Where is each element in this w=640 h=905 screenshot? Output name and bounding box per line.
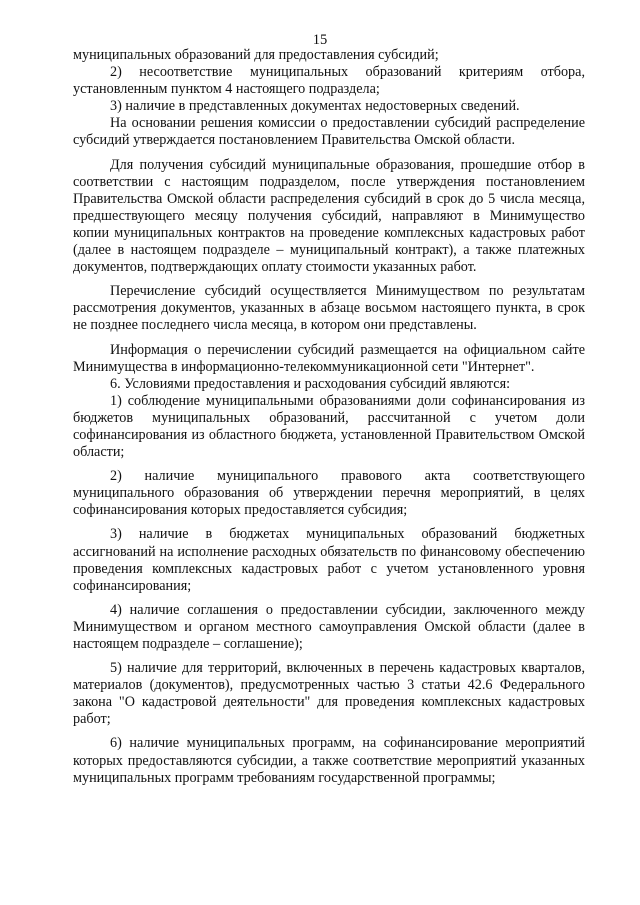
- condition-item-3: 3) наличие в бюджетах муниципальных образований бюджетных ассигнований на исполнение расходных обязательств по финансовому обеспечению проведения комплексных кадастровых работ с учетом установленного уровня софинансирования;: [73, 526, 585, 594]
- section-6-heading: 6. Условиями предоставления и расходования субсидий являются:: [110, 375, 511, 392]
- paragraph-distribution: На основании решения комиссии о предоставлении субсидий распределение субсидий утверждается постановлением Правительства Омской области.: [73, 115, 585, 149]
- list-item-2: 2) несоответствие муниципальных образований критериям отбора, установленным пунктом 4 настоящего подраздела;: [73, 64, 585, 98]
- condition-item-2: 2) наличие муниципального правового акта соответствующего муниципального образования об утверждении перечня мероприятий, в целях софинансирования которых предоставляется субсидия;: [73, 468, 585, 519]
- paragraph-information: Информация о перечислении субсидий размещается на официальном сайте Минимущества в информационно-телекоммуникационной сети "Интернет".: [73, 341, 585, 375]
- paragraph-transfer: Перечисление субсидий осуществляется Минимуществом по результатам рассмотрения документов, указанных в абзаце восьмом настоящего пункта, в срок не позднее последнего числа месяца, в котором они представлены.: [73, 283, 585, 334]
- condition-item-4: 4) наличие соглашения о предоставлении субсидии, заключенного между Минимуществом и органом местного самоуправления Омской области (далее в настоящем подразделе – соглашение);: [73, 601, 585, 652]
- condition-item-5: 5) наличие для территорий, включенных в перечень кадастровых кварталов, материалов (документов), предусмотренных частью 3 статьи 42.6 Федерального закона "О кадастровой деятельности" для проведения комплексных кадастровых работ;: [73, 660, 585, 728]
- paragraph-continuation: муниципальных образований для предоставления субсидий;: [73, 47, 439, 63]
- page-number: 15: [312, 32, 328, 48]
- paragraph-documents: Для получения субсидий муниципальные образования, прошедшие отбор в соответствии с настоящим подразделом, после утверждения постановлением Правительства Омской области распределения субсидий в срок до 5 числа месяца, предшествующего месяцу получения субсидий, направляют в Минимущество копии муниципальных контрактов на проведение комплексных кадастровых работ (далее в настоящем подразделе – муниципальный контракт), а также платежных документов, подтверждающих оплату стоимости указанных работ.: [73, 156, 585, 276]
- condition-item-6: 6) наличие муниципальных программ, на софинансирование мероприятий которых предоставляются субсидии, а также соответствие мероприятий указанных муниципальных программ требованиям государственной программы;: [73, 735, 585, 786]
- document-body: [73, 47, 585, 787]
- condition-item-1: 1) соблюдение муниципальными образованиями доли софинансирования из бюджетов муниципальных образований, рассчитанной с учетом доли софинансирования из областного бюджета, установленной Правительством Омской области;: [73, 392, 585, 461]
- list-item-3: 3) наличие в представленных документах недостоверных сведений.: [110, 98, 520, 115]
